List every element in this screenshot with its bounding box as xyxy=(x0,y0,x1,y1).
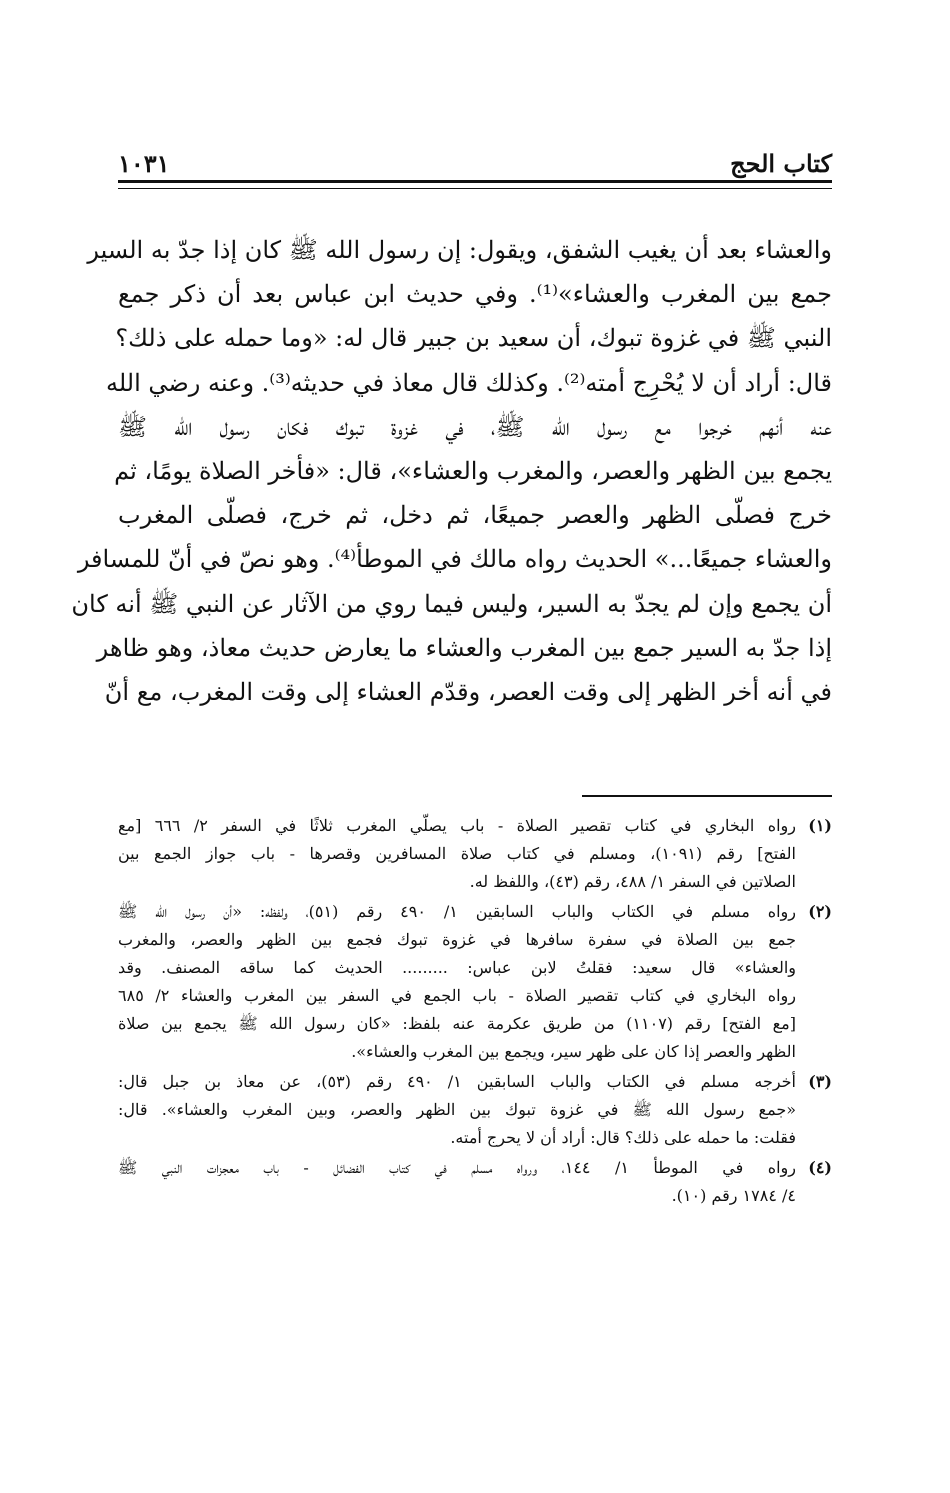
body-line: والعشاء بعد أن يغيب الشفق، ويقول: إن رسول الله ﷺ كان إذا جدّ به السير xyxy=(87,236,832,264)
footnote-2 xyxy=(118,898,832,1066)
footnote-body xyxy=(118,812,796,896)
body-line: جمع بين المغرب والعشاء»⁽¹⁾. وفي حديث ابن عباس بعد أن ذكر جمع xyxy=(118,280,832,309)
footnote-number: (٣) xyxy=(808,1072,832,1091)
header-rule-thick xyxy=(118,180,832,183)
footnote-body xyxy=(118,898,796,1066)
body-line: في أنه أخر الظهر إلى وقت العصر، وقدّم العشاء إلى وقت المغرب، مع أنّ xyxy=(104,678,832,707)
footnote-line: ٤/ ١٧٨٤ رقم (١٠). xyxy=(671,1186,796,1205)
page-number: ١٠٣١ xyxy=(118,149,170,178)
footnote-line: «جمع رسول الله ﷺ في غزوة تبوك بين الظهر والعصر، وبين المغرب والعشاء». قال: xyxy=(118,1100,796,1119)
footnote-line: فقلت: ما حمله على ذلك؟ قال: أراد أن لا يحرج أمته. xyxy=(450,1128,796,1147)
footnote-number: (٢) xyxy=(808,902,832,921)
running-title: كتاب الحج xyxy=(730,149,832,178)
body-line: النبي ﷺ في غزوة تبوك، أن سعيد بن جبير قال له: «وما حمله على ذلك؟ xyxy=(115,324,832,353)
main-text xyxy=(71,228,832,714)
footnote-4 xyxy=(118,1154,832,1210)
footnote-line: الفتح] رقم (١٠٩١)، ومسلم في كتاب صلاة المسافرين وقصرها - باب جواز الجمع بين xyxy=(118,844,797,863)
footnote-number: (١) xyxy=(808,816,832,835)
footnote-line: رواه البخاري في كتاب تقصير الصلاة - باب الجمع في السفر بين المغرب والعشاء ٢/ ٦٨٥ xyxy=(118,986,796,1005)
footnote-line: رواه مسلم في الكتاب والباب السابقين ١/ ٤٩٠ رقم (٥١)، ولفظه: «أن رسول الله ﷺ xyxy=(118,902,797,921)
footnote-line: الظهر والعصر إذا كان على ظهر سير، ويجمع بين المغرب والعشاء». xyxy=(351,1042,796,1061)
footnote-separator xyxy=(582,795,832,797)
footnote-line: رواه البخاري في كتاب تقصير الصلاة - باب يصلّي المغرب ثلاثًا في السفر ٢/ ٦٦٦ [مع xyxy=(118,816,797,835)
footnote-1 xyxy=(118,812,832,896)
footnotes xyxy=(118,812,832,1212)
footnote-line: جمع بين الصلاة في سفرة سافرها في غزوة تبوك فجمع بين الظهر والعصر، والمغرب xyxy=(118,930,796,949)
footnote-body xyxy=(118,1154,796,1210)
body-line: قال: أراد أن لا يُحْرِج أمته⁽²⁾. وكذلك قال معاذ في حديثه⁽³⁾. وعنه رضي الله xyxy=(105,368,832,397)
footnote-line: أخرجه مسلم في الكتاب والباب السابقين ١/ ٤٩٠ رقم (٥٣)، عن معاذ بن جبل قال: xyxy=(118,1072,797,1091)
footnote-3 xyxy=(118,1068,832,1152)
body-line: يجمع بين الظهر والعصر، والمغرب والعشاء»، قال: «فأخر الصلاة يومًا، ثم xyxy=(114,457,832,486)
body-line: عنه أنهم خرجوا مع رسول الله ﷺ، في غزوة تبوك فكان رسول الله ﷺ xyxy=(118,412,832,441)
body-line: إذا جدّ به السير جمع بين المغرب والعشاء ما يعارض حديث معاذ، وهو ظاهر xyxy=(96,633,832,662)
header-rule-thin xyxy=(118,188,832,189)
page-header xyxy=(118,138,832,178)
body-line: أن يجمع وإن لم يجدّ به السير، وليس فيما روي من الآثار عن النبي ﷺ أنه كان xyxy=(71,589,832,618)
footnote-line: الصلاتين في السفر ١/ ٤٨٨، رقم (٤٣)، واللفظ له. xyxy=(469,872,796,891)
body-line: خرج فصلّى الظهر والعصر جميعًا، ثم دخل، ثم خرج، فصلّى المغرب xyxy=(118,501,832,530)
footnote-line: والعشاء» قال سعيد: فقلتُ لابن عباس: ......... الحديث كما ساقه المصنف. وقد xyxy=(118,958,796,977)
footnote-line: رواه في الموطأ ١/ ١٤٤، ورواه مسلم في كتاب الفضائل - باب معجزات النبي ﷺ xyxy=(118,1158,796,1177)
body-line: والعشاء جميعًا...» الحديث رواه مالك في الموطأ⁽⁴⁾. وهو نصّ في أنّ للمسافر xyxy=(77,545,832,574)
footnote-number: (٤) xyxy=(808,1158,832,1177)
footnote-body xyxy=(118,1068,796,1152)
footnote-line: [مع الفتح] رقم (١١٠٧) من طريق عكرمة عنه بلفظ: «كان رسول الله ﷺ يجمع بين صلاة xyxy=(118,1014,796,1033)
